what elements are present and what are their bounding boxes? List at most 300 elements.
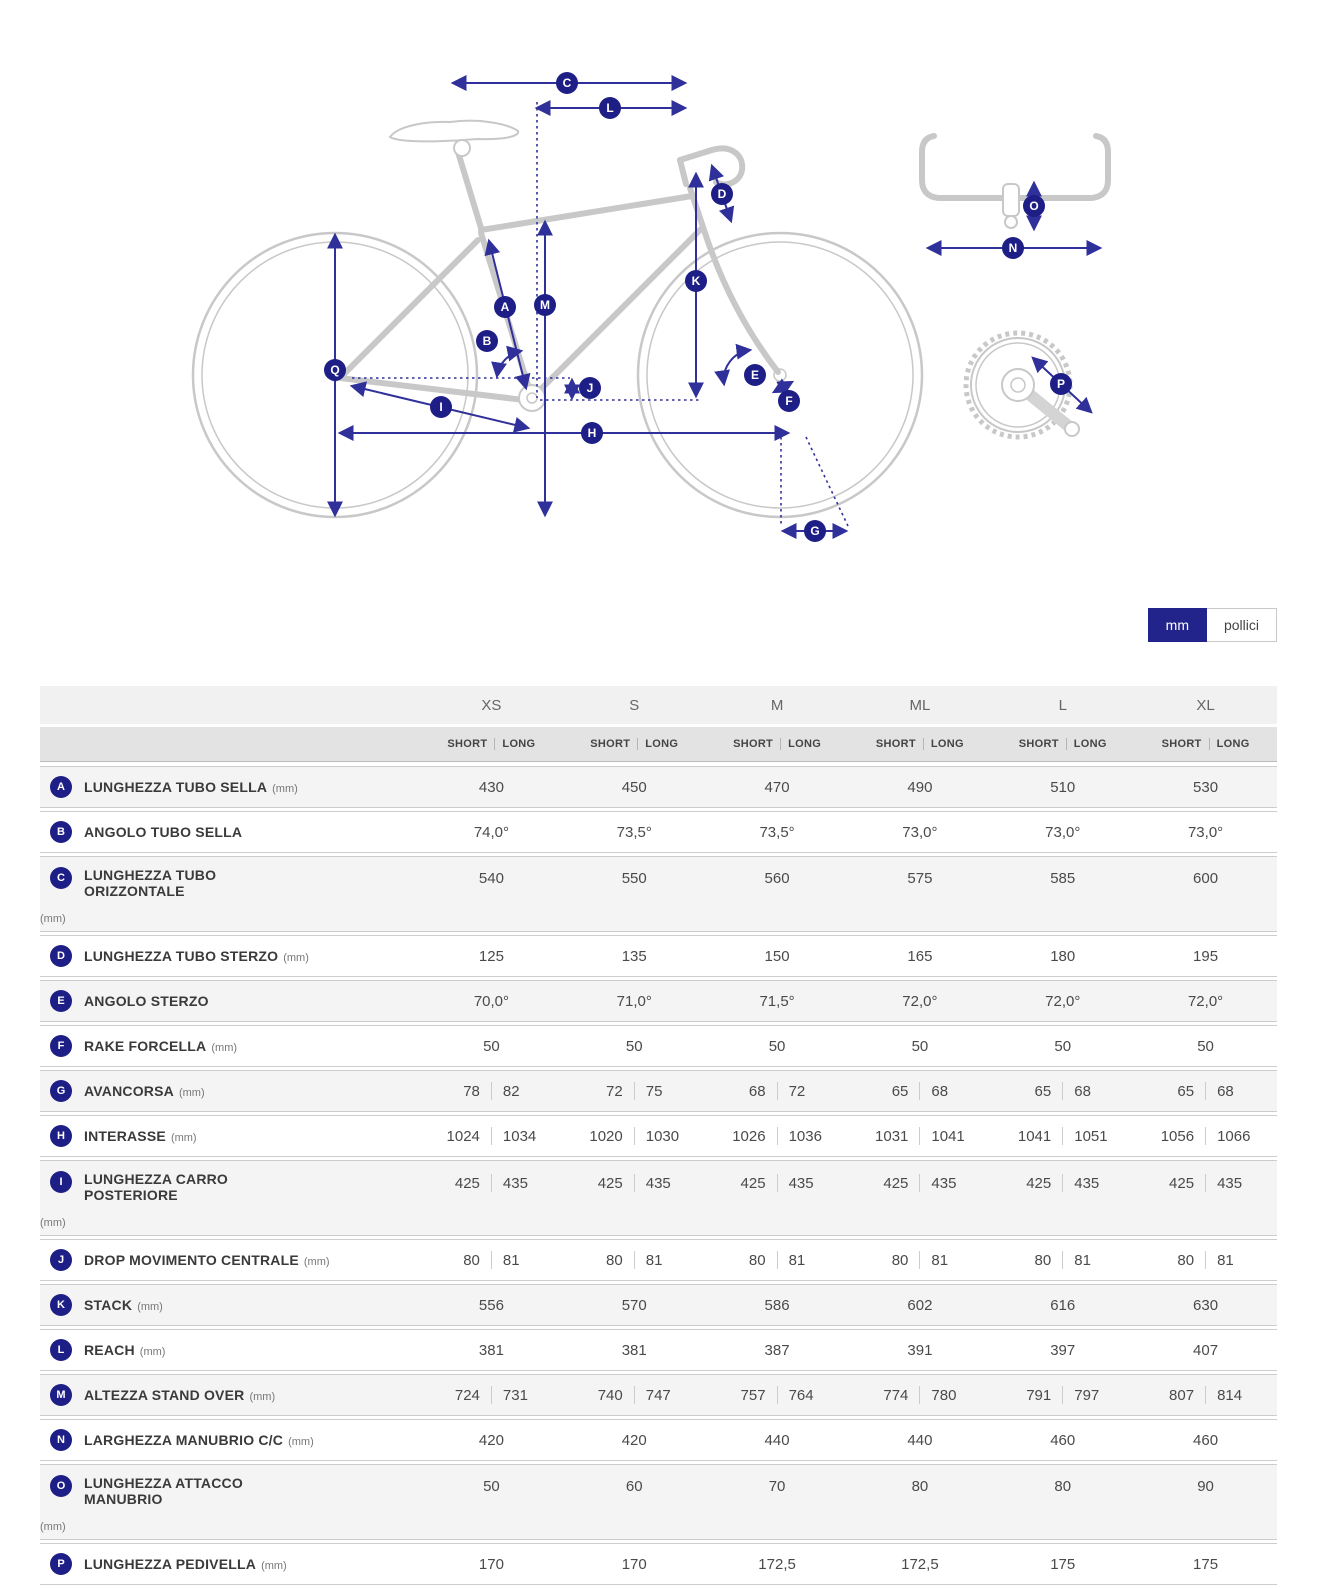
spec-value-cell: 630: [1193, 1296, 1219, 1314]
row-letter-badge: G: [50, 1080, 72, 1102]
spec-value-cell: 150: [764, 947, 790, 965]
size-column-header: XL: [1196, 696, 1215, 714]
row-letter-badge: O: [50, 1475, 72, 1497]
spec-label-wrap: [84, 824, 242, 840]
spec-value-cell: 195: [1193, 947, 1219, 965]
spec-value-cell: 600: [1193, 870, 1219, 887]
table-row: [40, 1239, 1277, 1281]
value-short: 425: [883, 1174, 909, 1192]
value-short: 65: [891, 1082, 909, 1100]
spec-label-cell: [40, 1125, 420, 1147]
spec-value-cell: [991, 1251, 1134, 1269]
value-short: 724: [454, 1386, 480, 1404]
value-short: 425: [740, 1174, 766, 1192]
table-row: [40, 935, 1277, 977]
svg-text:O: O: [1029, 199, 1039, 213]
value-long: 81: [502, 1251, 520, 1269]
value-divider: [777, 1251, 778, 1269]
variant-header-row: [40, 727, 1277, 762]
value-short: 807: [1169, 1386, 1195, 1404]
spec-label: LUNGHEZZA TUBO SELLA: [84, 779, 268, 795]
value-long: 764: [788, 1386, 814, 1404]
spec-value-cell: 90: [1197, 1478, 1214, 1495]
svg-text:N: N: [1008, 241, 1018, 255]
value-short: 65: [1177, 1082, 1195, 1100]
variant-short-label: SHORT: [733, 738, 774, 750]
variant-short-label: SHORT: [1161, 738, 1202, 750]
value-divider: [1205, 1127, 1206, 1145]
value-long: 82: [502, 1082, 520, 1100]
svg-text:C: C: [562, 76, 572, 90]
value-short: 80: [1177, 1251, 1195, 1269]
spec-label: STACK: [84, 1297, 133, 1313]
variant-column-header: [991, 738, 1134, 750]
value-short: 774: [883, 1386, 909, 1404]
spec-label: RAKE FORCELLA: [84, 1038, 207, 1054]
spec-label-cell: [40, 1475, 420, 1533]
dim-badge-b: [476, 330, 498, 352]
spec-value-cell: 172,5: [758, 1555, 796, 1573]
value-long: 68: [931, 1082, 949, 1100]
spec-label-cell: [40, 1429, 420, 1451]
spec-label: ANGOLO STERZO: [84, 993, 209, 1009]
spec-value-cell: 60: [625, 1478, 643, 1495]
spec-label-wrap: [84, 779, 298, 795]
value-long: 797: [1074, 1386, 1100, 1404]
spec-label-cell: [40, 1384, 420, 1406]
spec-label: LUNGHEZZA TUBO STERZO: [84, 948, 279, 964]
dim-badge-c: [556, 72, 578, 94]
row-letter-badge: D: [50, 945, 72, 967]
row-letter-badge: F: [50, 1035, 72, 1057]
dim-badge-j: [579, 377, 601, 399]
spec-label: REACH: [84, 1342, 135, 1358]
spec-value-cell: 460: [1193, 1431, 1219, 1449]
spec-label: DROP MOVIMENTO CENTRALE: [84, 1252, 299, 1268]
value-short: 1024: [446, 1127, 480, 1145]
spec-label-wrap: [40, 1475, 312, 1533]
spec-value-cell: 172,5: [901, 1555, 939, 1573]
value-divider: [777, 1127, 778, 1145]
variant-divider: [1066, 738, 1067, 750]
value-short: 740: [597, 1386, 623, 1404]
value-short: 1026: [732, 1127, 766, 1145]
spec-value-cell: [991, 1386, 1134, 1404]
spec-value-cell: 381: [478, 1341, 504, 1359]
spec-label-wrap: [84, 993, 209, 1009]
spec-label-cell: [40, 1080, 420, 1102]
spec-value-cell: 460: [1050, 1431, 1076, 1449]
spec-value-cell: [1134, 1386, 1277, 1404]
spec-value-cell: 73,5°: [616, 823, 652, 841]
dim-badge-e: [744, 364, 766, 386]
value-divider: [777, 1386, 778, 1404]
spec-value-cell: [848, 1386, 991, 1404]
svg-text:L: L: [606, 101, 614, 115]
value-short: 80: [606, 1251, 623, 1269]
table-row: [40, 856, 1277, 932]
value-divider: [634, 1174, 635, 1192]
spec-label: LUNGHEZZA PEDIVELLA: [84, 1556, 257, 1572]
value-long: 1036: [788, 1127, 822, 1145]
spec-value-cell: 74,0°: [473, 823, 510, 841]
spec-label-cell: [40, 1171, 420, 1229]
spec-value-cell: 170: [621, 1555, 647, 1573]
spec-value-cell: [1134, 1082, 1277, 1100]
frame: [340, 148, 778, 400]
value-divider: [1205, 1174, 1206, 1192]
spec-label-wrap: [84, 1128, 197, 1144]
spec-value-cell: 70,0°: [473, 992, 510, 1010]
spec-value-cell: 586: [764, 1296, 790, 1314]
spec-value-cell: 175: [1193, 1555, 1219, 1573]
value-divider: [491, 1127, 492, 1145]
value-long: 75: [645, 1082, 663, 1100]
value-short: 1056: [1160, 1127, 1195, 1145]
spec-label: ALTEZZA STAND OVER: [84, 1387, 245, 1403]
value-long: 814: [1217, 1386, 1243, 1404]
spec-value-cell: [563, 1174, 706, 1192]
size-column-header: L: [1058, 696, 1067, 714]
spec-value-cell: [991, 1174, 1134, 1192]
value-long: 747: [645, 1386, 671, 1404]
spec-value-cell: [991, 1082, 1134, 1100]
variant-short-label: SHORT: [1018, 738, 1059, 750]
svg-text:D: D: [717, 187, 727, 201]
value-divider: [919, 1251, 920, 1269]
spec-value-cell: 73,5°: [759, 823, 795, 841]
spec-unit: (mm): [40, 913, 66, 925]
value-short: 757: [740, 1386, 766, 1404]
value-divider: [777, 1174, 778, 1192]
dim-badge-d: [711, 183, 733, 205]
value-short: 80: [463, 1251, 480, 1269]
spec-label-cell: [40, 867, 420, 925]
table-row: [40, 1115, 1277, 1157]
dim-badge-f: [778, 390, 800, 412]
row-letter-badge: M: [50, 1384, 72, 1406]
row-letter-badge: N: [50, 1429, 72, 1451]
spec-value-cell: 70: [768, 1478, 786, 1495]
svg-text:F: F: [785, 394, 793, 408]
spec-value-cell: 560: [764, 870, 790, 887]
spec-unit: (mm): [272, 783, 298, 795]
value-short: 65: [1034, 1082, 1052, 1100]
svg-text:I: I: [439, 400, 443, 414]
dimension-badges: [324, 72, 1072, 542]
spec-value-cell: 50: [768, 1037, 786, 1055]
spec-value-cell: 381: [621, 1341, 647, 1359]
spec-value-cell: [1134, 1127, 1277, 1145]
table-row: [40, 980, 1277, 1022]
value-divider: [919, 1082, 920, 1100]
value-divider: [491, 1174, 492, 1192]
spec-label: LUNGHEZZA CARRO POSTERIORE: [84, 1171, 229, 1203]
variant-divider: [637, 738, 638, 750]
spec-unit: (mm): [40, 1521, 66, 1533]
value-divider: [634, 1251, 635, 1269]
value-divider: [491, 1251, 492, 1269]
value-short: 1020: [589, 1127, 623, 1145]
variant-column-header: [563, 738, 706, 750]
svg-text:E: E: [750, 368, 760, 382]
variant-column-header: [1134, 738, 1277, 750]
spec-label-wrap: [84, 1297, 163, 1313]
spec-label-wrap: [84, 1252, 330, 1268]
inches-toggle-button[interactable]: pollici: [1207, 608, 1277, 642]
spec-label-cell: [40, 1035, 420, 1057]
variant-long-label: LONG: [930, 738, 964, 750]
row-letter-badge: L: [50, 1339, 72, 1361]
spec-label-wrap: [84, 1556, 287, 1572]
dim-badge-i: [430, 396, 452, 418]
spec-value-cell: [420, 1127, 563, 1145]
dim-badge-a: [494, 296, 516, 318]
size-column-header: XS: [481, 696, 502, 714]
dim-badge-o: [1023, 195, 1045, 217]
dim-badge-k: [685, 270, 707, 292]
value-long: 435: [1217, 1174, 1243, 1192]
spec-unit: (mm): [170, 1132, 197, 1144]
value-short: 791: [1026, 1386, 1052, 1404]
svg-text:M: M: [540, 298, 550, 312]
dim-badge-l: [599, 97, 621, 119]
spec-value-cell: 180: [1050, 947, 1076, 965]
spec-value-cell: 602: [907, 1296, 933, 1314]
spec-value-cell: 387: [764, 1341, 790, 1359]
spec-value-cell: [420, 1082, 563, 1100]
row-letter-badge: C: [50, 867, 72, 889]
value-divider: [919, 1127, 920, 1145]
svg-text:Q: Q: [330, 363, 340, 377]
value-divider: [634, 1082, 635, 1100]
spec-value-cell: 420: [478, 1431, 504, 1449]
value-long: 435: [502, 1174, 528, 1192]
spec-label-wrap: [84, 1387, 275, 1403]
value-short: 80: [1034, 1251, 1052, 1269]
value-short: 78: [463, 1082, 480, 1100]
variant-divider: [1209, 738, 1210, 750]
spec-value-cell: 556: [478, 1296, 504, 1314]
value-short: 425: [597, 1174, 623, 1192]
spec-unit: (mm): [211, 1042, 238, 1054]
value-long: 81: [788, 1251, 806, 1269]
size-column-header: M: [770, 696, 784, 714]
variant-short-label: SHORT: [590, 738, 631, 750]
row-letter-badge: J: [50, 1249, 72, 1271]
row-letter-badge: K: [50, 1294, 72, 1316]
spec-value-cell: [706, 1386, 849, 1404]
dim-badge-p: [1050, 373, 1072, 395]
front-wheel: [638, 233, 922, 517]
row-letter-badge: P: [50, 1553, 72, 1575]
spec-value-cell: 450: [621, 778, 647, 796]
variant-divider: [780, 738, 781, 750]
mm-toggle-button[interactable]: mm: [1148, 608, 1207, 642]
spec-label-cell: [40, 1339, 420, 1361]
spec-value-cell: [991, 1127, 1134, 1145]
spec-label-cell: [40, 776, 420, 798]
bottom-bracket: [519, 385, 545, 411]
bike-line-art: [193, 121, 1108, 517]
table-row: [40, 1543, 1277, 1585]
spec-value-cell: [420, 1386, 563, 1404]
row-letter-badge: I: [50, 1171, 72, 1193]
value-long: 1030: [645, 1127, 680, 1145]
spec-label-wrap: [84, 948, 309, 964]
spec-value-cell: 73,0°: [1045, 823, 1081, 841]
spec-value-cell: 530: [1193, 778, 1219, 796]
geometry-table: [40, 686, 1277, 1585]
table-row: [40, 1025, 1277, 1067]
spec-label-wrap: [40, 867, 308, 925]
spec-unit: (mm): [249, 1391, 276, 1403]
value-long: 81: [645, 1251, 663, 1269]
spec-value-cell: 430: [478, 778, 504, 796]
value-divider: [491, 1386, 492, 1404]
spec-value-cell: [706, 1127, 849, 1145]
spec-value-cell: [1134, 1174, 1277, 1192]
value-long: 81: [1074, 1251, 1091, 1269]
value-long: 731: [502, 1386, 528, 1404]
spec-value-cell: 71,0°: [616, 992, 652, 1010]
value-long: 435: [931, 1174, 957, 1192]
table-row: [40, 1464, 1277, 1540]
value-divider: [919, 1174, 920, 1192]
unit-toggle: [0, 608, 1277, 642]
table-row: [40, 766, 1277, 808]
value-short: 68: [748, 1082, 766, 1100]
spec-value-cell: [563, 1082, 706, 1100]
value-divider: [1205, 1251, 1206, 1269]
spec-value-cell: 50: [1197, 1037, 1214, 1055]
spec-unit: (mm): [303, 1256, 330, 1268]
spec-label-cell: [40, 945, 420, 967]
spec-label: LARGHEZZA MANUBRIO C/C: [84, 1432, 284, 1448]
spec-value-cell: 50: [911, 1037, 929, 1055]
spec-label-cell: [40, 1553, 420, 1575]
geometry-diagram: [0, 0, 1317, 580]
table-row: [40, 1419, 1277, 1461]
spec-unit: (mm): [137, 1301, 163, 1313]
value-divider: [1205, 1386, 1206, 1404]
spec-value-cell: [706, 1251, 849, 1269]
variant-long-label: LONG: [788, 738, 822, 750]
value-long: 435: [788, 1174, 814, 1192]
spec-value-cell: 391: [907, 1341, 933, 1359]
spec-value-cell: 50: [625, 1037, 643, 1055]
spec-value-cell: [848, 1082, 991, 1100]
value-divider: [1062, 1127, 1063, 1145]
svg-text:A: A: [500, 300, 510, 314]
spec-label: INTERASSE: [84, 1128, 166, 1144]
variant-long-label: LONG: [645, 738, 679, 750]
row-letter-badge: A: [50, 776, 72, 798]
size-column-header: ML: [909, 696, 931, 714]
spec-label-cell: [40, 1294, 420, 1316]
spec-label-cell: [40, 990, 420, 1012]
spec-unit: (mm): [40, 1217, 66, 1229]
variant-long-label: LONG: [502, 738, 536, 750]
spec-value-cell: [420, 1251, 563, 1269]
value-long: 780: [931, 1386, 957, 1404]
spec-value-cell: 72,0°: [902, 992, 938, 1010]
value-long: 81: [931, 1251, 949, 1269]
value-long: 72: [788, 1082, 806, 1100]
table-row: [40, 1160, 1277, 1236]
value-short: 80: [748, 1251, 766, 1269]
spec-value-cell: 470: [764, 778, 790, 796]
value-long: 435: [1074, 1174, 1100, 1192]
value-short: 425: [454, 1174, 480, 1192]
svg-text:K: K: [691, 274, 701, 288]
construction-lines: [352, 102, 848, 526]
value-divider: [1062, 1251, 1063, 1269]
spec-value-cell: [848, 1174, 991, 1192]
value-divider: [919, 1386, 920, 1404]
size-header-row: [40, 686, 1277, 724]
value-long: 435: [645, 1174, 671, 1192]
dim-badge-q: [324, 359, 346, 381]
row-letter-badge: B: [50, 821, 72, 843]
table-row: [40, 1374, 1277, 1416]
spec-label-wrap: [84, 1342, 165, 1358]
saddle: [390, 121, 518, 156]
spec-value-cell: 125: [478, 947, 504, 965]
variant-divider: [494, 738, 495, 750]
value-long: 1041: [931, 1127, 965, 1145]
spec-value-cell: 440: [764, 1431, 790, 1449]
spec-label-wrap: [84, 1083, 205, 1099]
value-short: 72: [606, 1082, 623, 1100]
value-short: 425: [1026, 1174, 1052, 1192]
spec-value-cell: [420, 1174, 563, 1192]
value-short: 425: [1169, 1174, 1195, 1192]
spec-label-wrap: [84, 1038, 237, 1054]
spec-label-wrap: [40, 1171, 313, 1229]
spec-value-cell: 420: [621, 1431, 647, 1449]
spec-value-cell: [1134, 1251, 1277, 1269]
value-long: 68: [1074, 1082, 1091, 1100]
row-letter-badge: E: [50, 990, 72, 1012]
spec-unit: (mm): [139, 1346, 166, 1358]
spec-label-wrap: [84, 1432, 314, 1448]
value-divider: [1205, 1082, 1206, 1100]
variant-long-label: LONG: [1073, 738, 1107, 750]
spec-label: AVANCORSA: [84, 1083, 174, 1099]
value-short: 80: [891, 1251, 909, 1269]
spec-value-cell: 585: [1050, 870, 1076, 887]
spec-value-cell: 616: [1050, 1296, 1076, 1314]
svg-text:G: G: [810, 524, 820, 538]
spec-value-cell: 165: [907, 947, 933, 965]
value-short: 1031: [875, 1127, 909, 1145]
value-divider: [491, 1082, 492, 1100]
value-long: 1034: [502, 1127, 537, 1145]
variant-column-header: [706, 738, 849, 750]
spec-label: LUNGHEZZA TUBO ORIZZONTALE: [84, 867, 217, 899]
spec-value-cell: [563, 1386, 706, 1404]
spec-value-cell: [848, 1127, 991, 1145]
row-letter-badge: H: [50, 1125, 72, 1147]
spec-value-cell: 80: [1054, 1478, 1072, 1495]
spec-value-cell: 407: [1193, 1341, 1219, 1359]
svg-text:H: H: [587, 426, 597, 440]
variant-column-header: [420, 738, 563, 750]
value-divider: [1062, 1174, 1063, 1192]
value-long: 81: [1217, 1251, 1234, 1269]
spec-unit: (mm): [261, 1560, 287, 1572]
